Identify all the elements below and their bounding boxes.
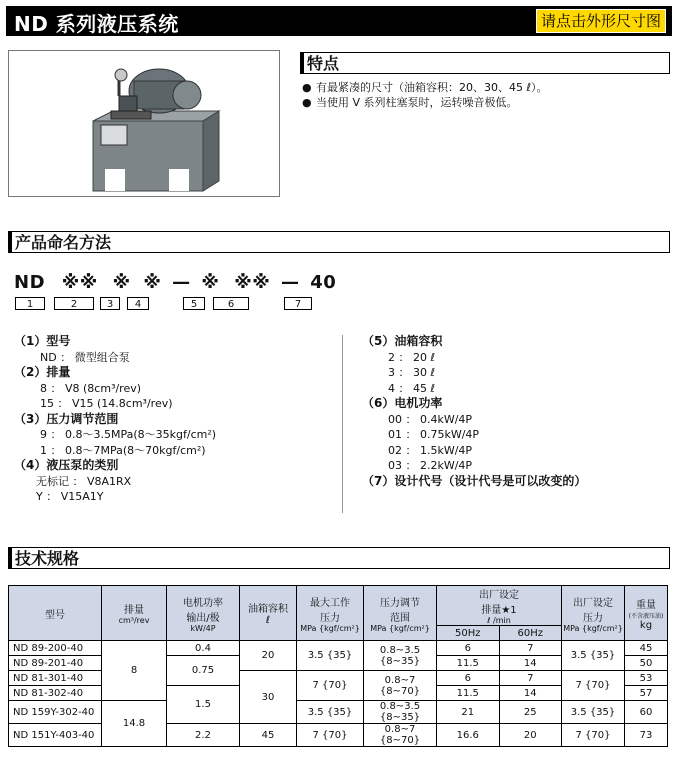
table-cell: 7 <box>499 671 562 686</box>
spec-title: 技术规格 <box>15 549 80 568</box>
table-cell: 14.8 <box>102 701 167 747</box>
feature-list <box>302 80 672 110</box>
col-disp: 排量 cm³/rev <box>102 586 167 641</box>
table-cell: 6 <box>437 671 500 686</box>
feature-item: ● 有最紧凑的尺寸（油箱容积：20、30、45 ℓ）。 <box>302 81 548 94</box>
table-cell: ND 81-301-40 <box>9 671 102 686</box>
table-cell: 2.2 <box>167 724 240 747</box>
table-cell: 8 <box>102 641 167 701</box>
column-divider <box>342 335 343 513</box>
table-cell: 25 <box>499 701 562 724</box>
bullet-icon: ● <box>302 96 312 109</box>
table-cell: 6 <box>437 641 500 656</box>
code-box-3: 3 <box>100 297 120 310</box>
page-title: ND 系列液压系统 <box>14 12 179 36</box>
naming-right-column: （5）油箱容积 2 ： 20 ℓ 3 ： 30 ℓ 4 ： 45 ℓ （6）电机功率 00 ： 0.4kW/4P 01 ： 0.75kW/4P 02 ： 1.5kW/4P 03 ： 2.2kW/4P （7）设计代号（设计代号是可以改变的） <box>362 334 587 488</box>
code-box-4: 4 <box>127 297 149 310</box>
table-cell: 7 {70} <box>297 724 364 747</box>
code-box-6: 6 <box>213 297 249 310</box>
naming-left-column: （1）型号 ND ： 微型组合泵 （2）排量 8 ： V8 (8cm³/rev) 15 ： V15 (14.8cm³/rev) （3）压力调节范围 9 ： 0.8～3.5MPa(8～35kgf/cm²) 1 ： 0.8～7MPa(8～70kgf/cm²) （4）液压泵的类别 无标记 ： V8A1RX Y ： V15A1Y <box>14 334 217 503</box>
spec-header <box>8 547 670 569</box>
table-cell: ND 159Y-302-40 <box>9 701 102 724</box>
table-cell: 53 <box>625 671 668 686</box>
table-cell: 11.5 <box>437 656 500 671</box>
table-cell: 20 <box>499 724 562 747</box>
table-cell: 45 <box>625 641 668 656</box>
table-cell: ND 81-302-40 <box>9 686 102 701</box>
title-bar <box>6 6 672 36</box>
col-model: 型号 <box>9 586 102 641</box>
table-cell: 3.5 {35} <box>562 701 625 724</box>
table-cell: 73 <box>625 724 668 747</box>
table-cell: 3.5 {35} <box>297 641 364 671</box>
table-cell: 3.5 {35} <box>297 701 364 724</box>
table-cell: 7 <box>499 641 562 656</box>
features-title: 特点 <box>307 54 340 73</box>
spec-table <box>8 585 668 747</box>
table-cell: ND 89-200-40 <box>9 641 102 656</box>
table-cell: 20 <box>240 641 297 671</box>
hydraulic-unit-image <box>9 51 279 196</box>
col-50hz: 50Hz <box>437 626 500 641</box>
table-cell: 0.8~3.5 {8~35} <box>364 701 437 724</box>
table-cell: 57 <box>625 686 668 701</box>
col-maxp: 最大工作 压力 MPa {kgf/cm²} <box>297 586 364 641</box>
table-cell: ND 151Y-403-40 <box>9 724 102 747</box>
code-box-5: 5 <box>183 297 205 310</box>
col-flow: 出厂设定 排量★1 ℓ /min <box>437 586 562 626</box>
naming-title: 产品命名方法 <box>15 233 112 252</box>
features-header <box>300 52 670 74</box>
table-cell: 0.8~3.5 {8~35} <box>364 641 437 671</box>
table-cell: 30 <box>240 671 297 724</box>
bullet-icon: ● <box>302 81 312 94</box>
table-cell: 14 <box>499 686 562 701</box>
table-cell: 7 {70} <box>562 724 625 747</box>
table-cell: 21 <box>437 701 500 724</box>
table-cell: 50 <box>625 656 668 671</box>
col-tank: 油箱容积 ℓ <box>240 586 297 641</box>
table-cell: 7 {70} <box>297 671 364 701</box>
naming-code: ND ※※ ※ ※ — ※ ※※ — 40 <box>14 272 337 293</box>
dimension-drawing-button[interactable]: 请点击外形尺寸图 <box>536 9 666 33</box>
table-row <box>9 701 668 724</box>
table-cell: 16.6 <box>437 724 500 747</box>
table-cell: 0.75 <box>167 656 240 686</box>
col-weight: 重量 (不含液压油) kg <box>625 586 668 641</box>
naming-header <box>8 231 670 253</box>
table-cell: 14 <box>499 656 562 671</box>
col-setp: 出厂设定 压力 MPa {kgf/cm²} <box>562 586 625 641</box>
code-box-7: 7 <box>284 297 312 310</box>
table-cell: 0.8~7 {8~70} <box>364 671 437 701</box>
product-photo <box>8 50 280 197</box>
col-60hz: 60Hz <box>499 626 562 641</box>
table-cell: 0.8~7 {8~70} <box>364 724 437 747</box>
code-box-1: 1 <box>15 297 45 310</box>
table-cell: ND 89-201-40 <box>9 656 102 671</box>
col-adj: 压力调节 范围 MPa {kgf/cm²} <box>364 586 437 641</box>
table-cell: 7 {70} <box>562 671 625 701</box>
col-motor: 电机功率 输出/极 kW/4P <box>167 586 240 641</box>
table-row <box>9 641 668 656</box>
table-cell: 60 <box>625 701 668 724</box>
table-cell: 11.5 <box>437 686 500 701</box>
table-cell: 1.5 <box>167 686 240 724</box>
feature-item: ● 当使用 V 系列柱塞泵时，运转噪音极低。 <box>302 96 518 109</box>
table-cell: 0.4 <box>167 641 240 656</box>
code-box-2: 2 <box>54 297 94 310</box>
table-cell: 3.5 {35} <box>562 641 625 671</box>
table-cell: 45 <box>240 724 297 747</box>
